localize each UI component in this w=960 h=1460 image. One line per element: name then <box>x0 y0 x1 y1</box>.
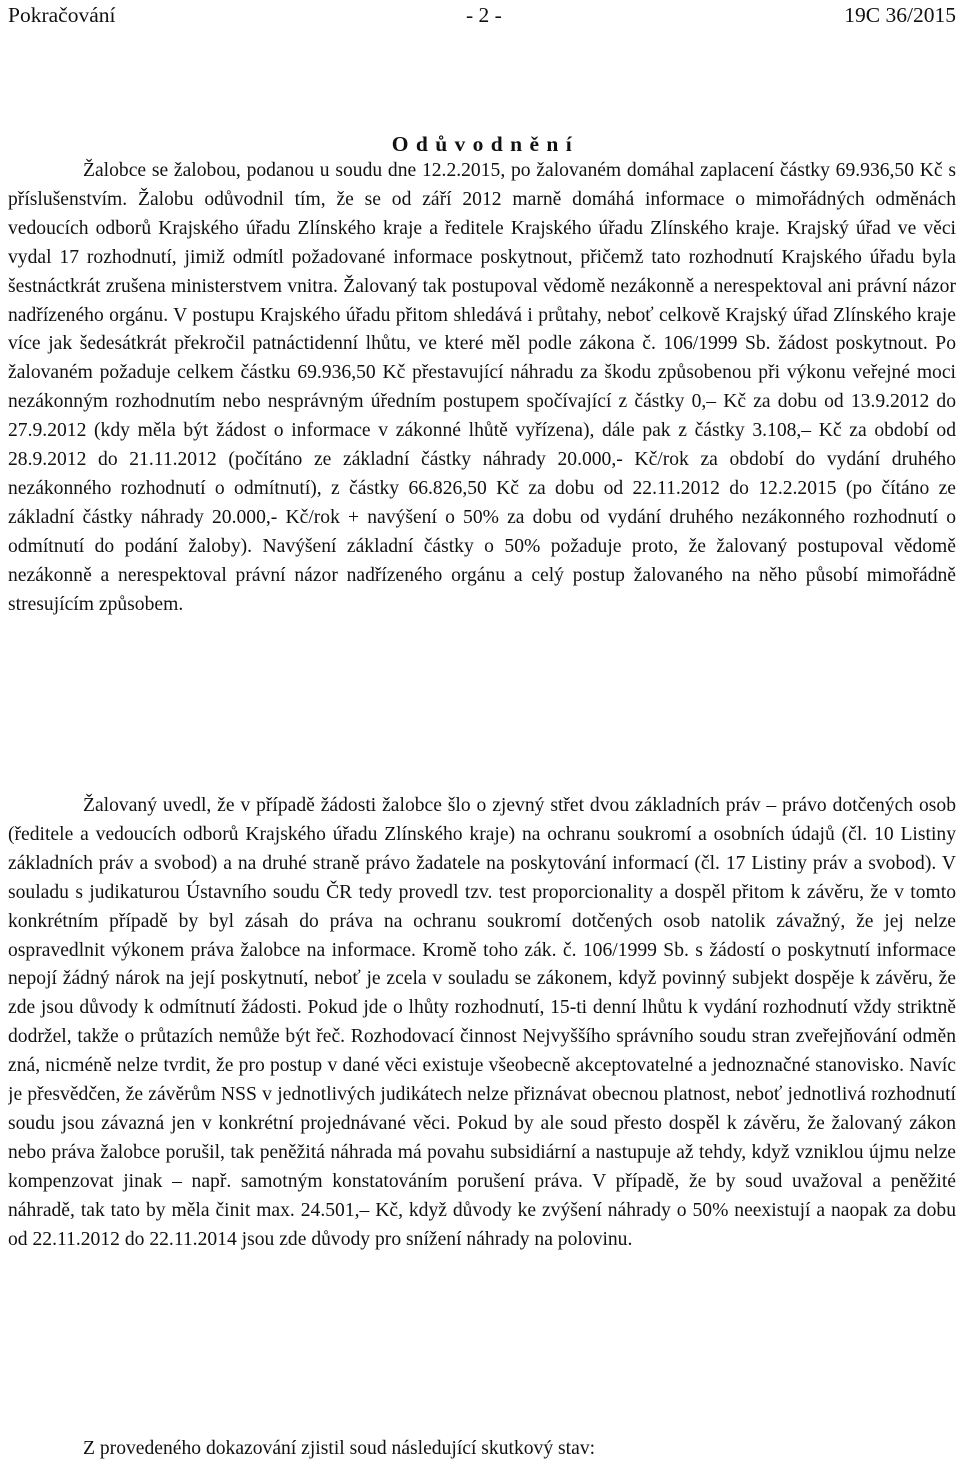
paragraph-findings-intro: Z provedeného dokazování zjistil soud následující skutkový stav: <box>83 1438 596 1459</box>
document-page <box>8 0 956 1460</box>
header-continuation-label: Pokračování <box>8 3 116 27</box>
header-page-number: - 2 - <box>466 3 502 27</box>
section-title: O d ů v o d n ě n í <box>391 132 573 156</box>
paragraph-defendant-response: Žalovaný uvedl, že v případě žádosti žalobce šlo o zjevný střet dvou základních práv – právo dotčených osob (ředitele a vedoucích odborů Krajského úřadu Zlínského kraje) na ochranu soukromí a osobních údajů (čl. 10 Listiny základních práv a svobod) a na druhé straně právo žadatele na poskytování informací (čl. 17 Listiny práv a svobod). V souladu s judikaturou Ústavního soudu ČR tedy provedl tzv. test proporcionality a dospěl přitom k závěru, že v tomto konkrétním případě by byl zásah do práva na ochranu soukromí dotčených osob natolik závažný, že jej nelze ospravedlnit výkonem práva žalobce na informace. Kromě toho zák. č. 106/1999 Sb. s žádostí o poskytnutí informace nepojí žádný nárok na její poskytnutí, neboť je zcela v souladu se zákonem, když povinný subjekt dospěje k závěru, že zde jsou důvody k odmítnutí žádosti. Pokud jde o lhůty rozhodnutí, 15-ti denní lhůtu k vydání rozhodnutí vždy striktně dodržel, takže o průtazích nemůže být řeč. Rozhodovací činnost Nejvyššího správního soudu stran zveřejňování odměn zná, nicméně nelze tvrdit, že pro postup v dané věci existuje všeobecně akceptovatelné a jednoznačné stanovisko. Navíc je přesvědčen, že závěrům NSS v jednotlivých judikátech nelze přiznávat obecnou platnost, neboť jednotlivá rozhodnutí soudu jsou závazná jen v konkrétní projednávané věci. Pokud by ale soud přesto dospěl k závěru, že žalovaný zákon nebo práva žalobce porušil, tak peněžitá náhrada má povahu subsidiární a nastupuje až tehdy, když vzniklou újmu nelze kompenzovat jinak – např. samotným konstatováním porušení práva. V případě, že by soud uvažoval a peněžité náhradě, tak tato by měla činit max. 24.501,– Kč, když důvody ke zvýšení náhrady o 50% neexistují a naopak za dobu od 22.11.2012 do 22.11.2014 jsou zde důvody pro snížení náhrady na polovinu. <box>8 795 956 1250</box>
page-header <box>8 0 956 30</box>
paragraph-plaintiff-claim: Žalobce se žalobou, podanou u soudu dne 12.2.2015, po žalovaném domáhal zaplacení částky 69.936,50 Kč s příslušenstvím. Žalobu odůvodnil tím, že se od září 2012 marně domáhá informace o mimořádných odměnách vedoucích odborů Krajského úřadu Zlínského kraje a ředitele Krajského úřadu Zlínského kraje. Krajský úřad ve věci vydal 17 rozhodnutí, jimiž odmítl požadované informace poskytnout, přičemž tato rozhodnutí Krajského úřadu byla šestnáctkrát zrušena ministerstvem vnitra. Žalovaný tak postupoval vědomě nezákonně a nerespektoval ani právní názor nadřízeného orgánu. V postupu Krajského úřadu přitom shledává i průtahy, neboť celkově Krajský úřad Zlínského kraje více jak šedesátkrát překročil patnáctidenní lhůtu, ve které měl podle zákona č. 106/1999 Sb. žádost poskytnout. Po žalovaném požaduje celkem částku 69.936,50 Kč přestavující náhradu za škodu způsobenou při výkonu veřejné moci nezákonným rozhodnutím nebo nesprávným úředním postupem spočívající z částky 0,– Kč za dobu od 13.9.2012 do 27.9.2012 (kdy měla být žádost o informace v zákonné lhůtě vyřízena), dále pak z částky 3.108,– Kč za období od 28.9.2012 do 21.11.2012 (počítáno ze základní částky náhrady 20.000,- Kč/rok za období do vydání druhého nezákonného rozhodnutí o odmítnutí), z částky 66.826,50 Kč za dobu od 22.11.2012 do 12.2.2015 (po čítáno ze základní částky náhrady 20.000,- Kč/rok + navýšení o 50% za dobu od vydání druhého nezákonného rozhodnutí o odmítnutí do podání žaloby). Navýšení základní částky o 50% požaduje proto, že žalovaný postupoval vědomě nezákonně a nerespektoval právní názor nadřízeného orgánu a celý postup žalovaného na něho působí mimořádně stresujícím způsobem. <box>8 160 956 615</box>
header-case-number: 19C 36/2015 <box>844 3 956 27</box>
